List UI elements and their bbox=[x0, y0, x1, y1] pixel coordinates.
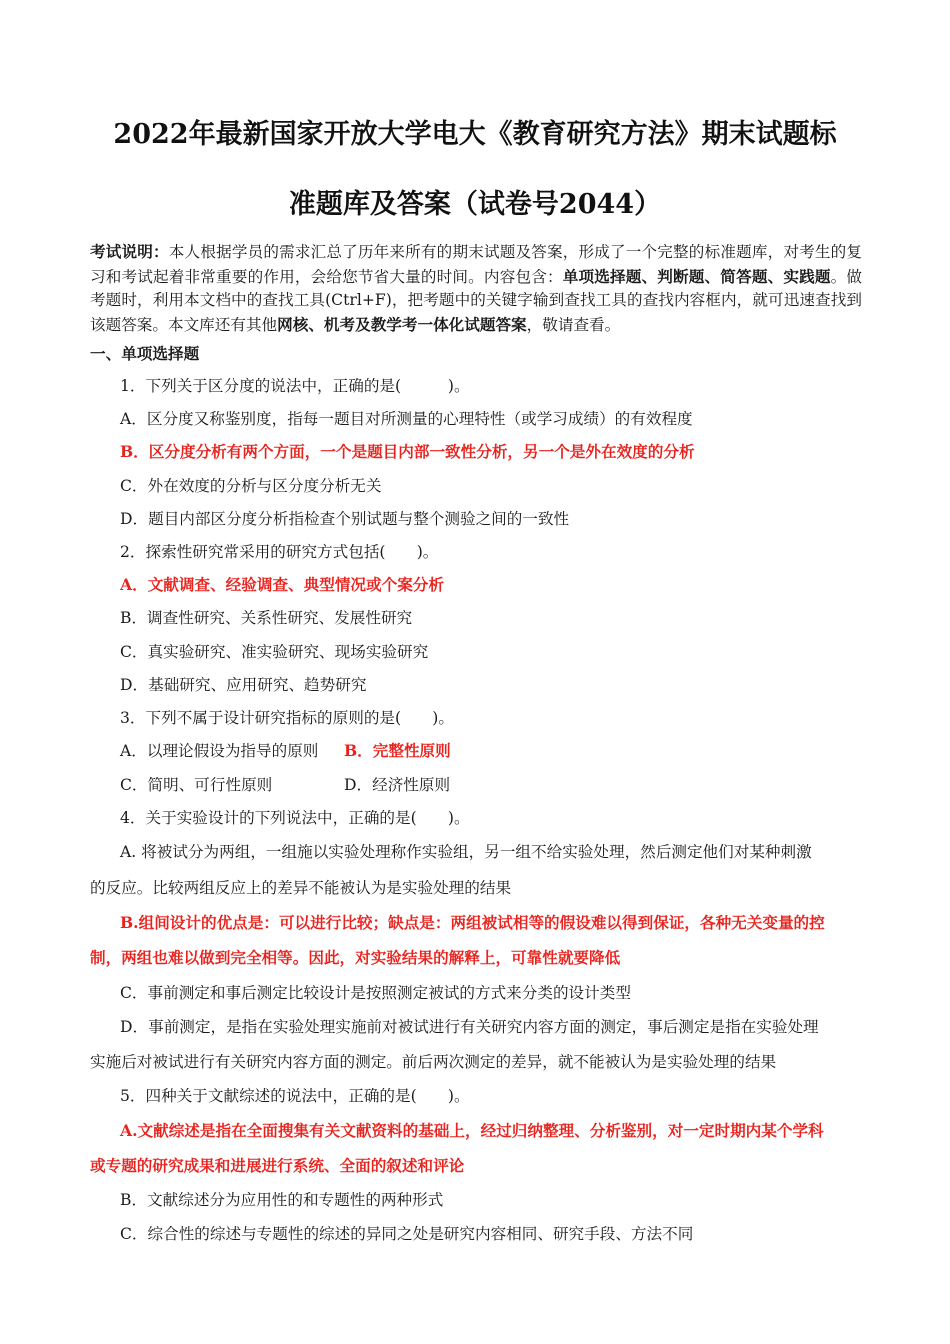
instructions-text-3: ，敬请查看。 bbox=[526, 315, 621, 334]
q3-option-a: A．以理论假设为指导的原则 bbox=[120, 742, 319, 760]
q5-option-b: B．文献综述分为应用性的和专题性的两种形式 bbox=[120, 1191, 444, 1209]
q2-option-b: B．调查性研究、关系性研究、发展性研究 bbox=[120, 609, 413, 627]
q5-stem: 5．四种关于文献综述的说法中，正确的是( )。 bbox=[120, 1087, 470, 1105]
section-heading: 一、单项选择题 bbox=[90, 344, 200, 363]
q3-option-c: C．简明、可行性原则 bbox=[120, 776, 273, 794]
q4-stem: 4．关于实验设计的下列说法中，正确的是( )。 bbox=[120, 809, 470, 827]
instructions-label: 考试说明： bbox=[90, 242, 169, 261]
q4-option-a-line-2: 的反应。比较两组反应上的差异不能被认为是实验处理的结果 bbox=[90, 879, 512, 897]
q3-option-d: D．经济性原则 bbox=[344, 776, 451, 794]
q4-option-b-answer-line-2: 制，两组也难以做到完全相等。因此，对实验结果的解释上，可靠性就要降低 bbox=[90, 948, 621, 967]
document-title-line-2: 准题库及答案（试卷号2044） bbox=[288, 189, 662, 220]
q2-option-a-answer: A．文献调查、经验调查、典型情况或个案分析 bbox=[120, 575, 444, 594]
instructions-text-2: 。做考题时，利用本文档中的查找工具(Ctrl+F)，把考题中的关键字输到查找工具的查找内容框内，就可迅速查找到该题答案。本文库还有其他 bbox=[90, 267, 862, 334]
question-types: 单项选择题、判断题、简答题、实践题 bbox=[562, 266, 831, 286]
q4-option-a-line-1: A. 将被试分为两组，一组施以实验处理称作实验组，另一组不给实验处理，然后测定他们对某种刺激 bbox=[120, 843, 812, 861]
q1-option-d: D．题目内部区分度分析指检查个别试题与整个测验之间的一致性 bbox=[120, 510, 570, 528]
q5-option-a-answer-line-1: A.文献综述是指在全面搜集有关文献资料的基础上，经过归纳整理、分析鉴别，对一定时期内某个学科 bbox=[120, 1121, 824, 1140]
document-title-line-1: 2022年最新国家开放大学电大《教育研究方法》期末试题标 bbox=[113, 119, 837, 150]
q3-option-b-answer: B．完整性原则 bbox=[344, 741, 451, 760]
q1-option-a: A．区分度又称鉴别度，指每一题目对所测量的心理特性（或学习成绩）的有效程度 bbox=[120, 410, 693, 428]
exam-instructions bbox=[90, 240, 862, 337]
other-resources: 网核、机考及教学考一体化试题答案 bbox=[277, 314, 527, 334]
q2-option-d: D．基础研究、应用研究、趋势研究 bbox=[120, 676, 367, 694]
q5-option-c: C．综合性的综述与专题性的综述的异同之处是研究内容相同、研究手段、方法不同 bbox=[120, 1225, 694, 1243]
q2-stem: 2．探索性研究常采用的研究方式包括( )。 bbox=[120, 543, 439, 561]
q4-option-b-answer-line-1: B.组间设计的优点是：可以进行比较；缺点是：两组被试相等的假设难以得到保证，各种无关变量的控 bbox=[120, 913, 825, 932]
q1-stem: 1．下列关于区分度的说法中，正确的是( )。 bbox=[120, 377, 470, 395]
q4-option-d-line-2: 实施后对被试进行有关研究内容方面的测定。前后两次测定的差异，就不能被认为是实验处理的结果 bbox=[90, 1053, 777, 1071]
q3-stem: 3．下列不属于设计研究指标的原则的是( )。 bbox=[120, 709, 454, 727]
q1-option-b-answer: B．区分度分析有两个方面，一个是题目内部一致性分析，另一个是外在效度的分析 bbox=[120, 442, 695, 461]
q2-option-c: C．真实验研究、准实验研究、现场实验研究 bbox=[120, 643, 429, 661]
instructions-text-1: 本人根据学员的需求汇总了历年来所有的期末试题及答案，形成了一个完整的标准题库，对考生的复习和考试起着非常重要的作用，会给您节省大量的时间。内容包含： bbox=[90, 243, 862, 286]
q4-option-c: C．事前测定和事后测定比较设计是按照测定被试的方式来分类的设计类型 bbox=[120, 984, 631, 1002]
q1-option-c: C．外在效度的分析与区分度分析无关 bbox=[120, 477, 382, 495]
q4-option-d-line-1: D．事前测定，是指在实验处理实施前对被试进行有关研究内容方面的测定，事后测定是指在实验处理 bbox=[120, 1018, 819, 1036]
q5-option-a-answer-line-2: 或专题的研究成果和进展进行系统、全面的叙述和评论 bbox=[90, 1156, 465, 1175]
